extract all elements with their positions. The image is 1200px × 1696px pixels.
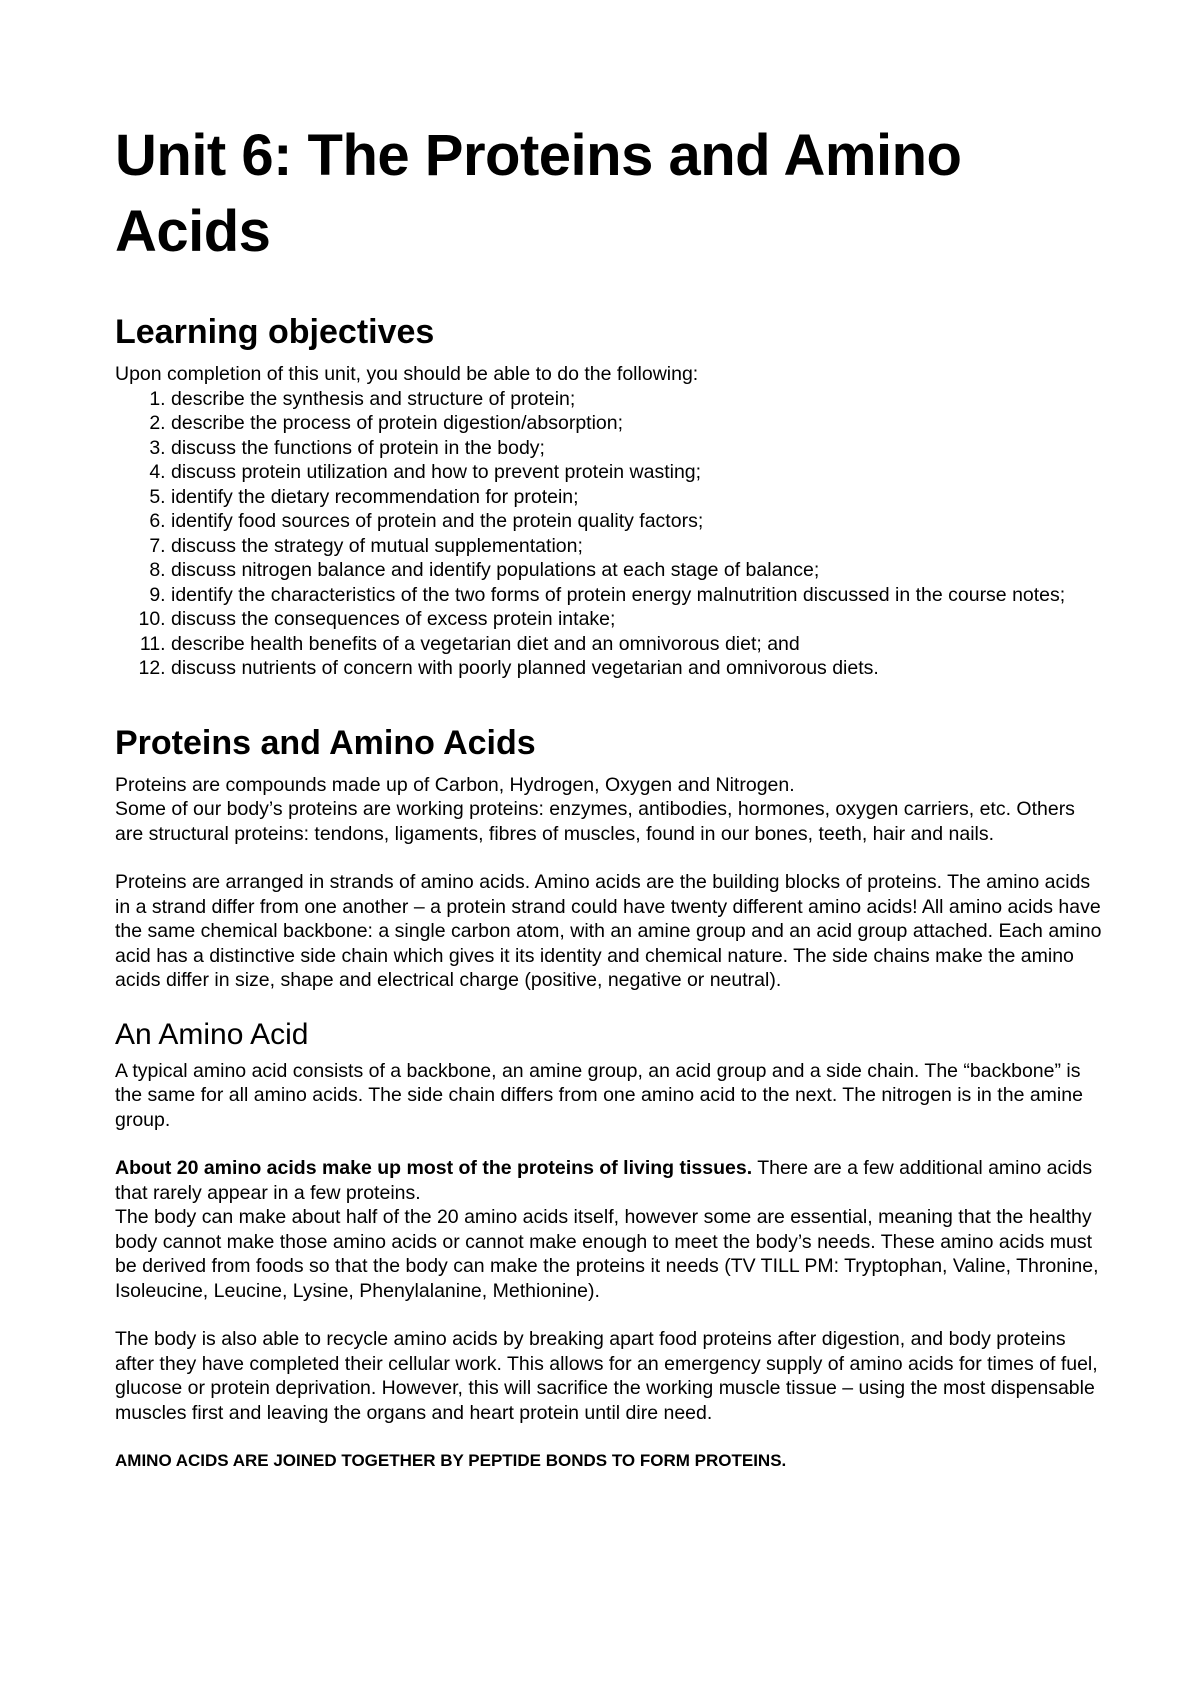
objective-item: 6. identify food sources of protein and the protein quality factors; bbox=[171, 509, 1105, 534]
amino-acid-paragraph-3: The body can make about half of the 20 amino acids itself, however some are essential, meaning that the healthy body cannot make those amino acids or cannot make enough to meet the body’s needs. These amino acids must be derived from foods so that the body can make the proteins it needs (TV TILL PM: Tryptophan, Valine, Thronine, Isoleucine, Leucine, Lysine, Phenylalanine, Methionine). bbox=[115, 1206, 1099, 1302]
proteins-section bbox=[115, 723, 1105, 993]
peptide-bond-statement: AMINO ACIDS ARE JOINED TOGETHER BY PEPTIDE BONDS TO FORM PROTEINS. bbox=[115, 1451, 787, 1470]
objective-item: 2. describe the process of protein digestion/absorption; bbox=[171, 411, 1105, 436]
proteins-paragraph-1a: Proteins are compounds made up of Carbon, Hydrogen, Oxygen and Nitrogen. bbox=[115, 773, 795, 796]
amino-acid-paragraph-1: A typical amino acid consists of a backbone, an amine group, an acid group and a side chain. The “backbone” is the same for all amino acids. The side chain differs from one amino acid to the next. The nitrogen is in the amine group. bbox=[115, 1059, 1083, 1131]
page-title: Unit 6: The Proteins and Amino Acids bbox=[115, 123, 962, 264]
proteins-paragraph-2: Proteins are arranged in strands of amino acids. Amino acids are the building blocks of proteins. The amino acids in a strand differ from one another – a protein strand could have twenty different amino acids! All amino acids have the same chemical backbone: a single carbon atom, with an amine group and an acid group attached. Each amino acid has a distinctive side chain which gives it its identity and chemical nature. The side chains make the amino acids differ in size, shape and electrical charge (positive, negative or neutral). bbox=[115, 871, 1102, 991]
document-page bbox=[115, 118, 1105, 1473]
proteins-paragraph-1b: Some of our body’s proteins are working proteins: enzymes, antibodies, hormones, oxygen carriers, etc. Others are structural proteins: tendons, ligaments, fibres of muscles, found in our bones, teeth, hair and nails. bbox=[115, 798, 1075, 845]
amino-acid-paragraph-4: The body is also able to recycle amino acids by breaking apart food proteins after digestion, and body proteins after they have completed their cellular work. This allows for an emergency supply of amino acids for times of fuel, glucose or protein deprivation. However, this will sacrifice the working muscle tissue – using the most dispensable muscles first and leaving the organs and heart protein until dire need. bbox=[115, 1328, 1098, 1424]
amino-acid-section bbox=[115, 1017, 1105, 1474]
learning-objectives-heading: Learning objectives bbox=[115, 313, 435, 351]
amino-acid-heading: An Amino Acid bbox=[115, 1017, 309, 1051]
objective-item: 8. discuss nitrogen balance and identify populations at each stage of balance; bbox=[171, 558, 1105, 583]
amino-acid-paragraph-2 bbox=[115, 1156, 1105, 1205]
proteins-heading: Proteins and Amino Acids bbox=[115, 723, 536, 762]
objective-item: 3. discuss the functions of protein in the body; bbox=[171, 436, 1105, 461]
objective-item: 12. discuss nutrients of concern with poorly planned vegetarian and omnivorous diets. bbox=[171, 656, 1105, 681]
objective-item: 10. discuss the consequences of excess protein intake; bbox=[171, 607, 1105, 632]
learning-objectives-section bbox=[115, 312, 1105, 681]
objective-item: 9. identify the characteristics of the two forms of protein energy malnutrition discussed in the course notes; bbox=[171, 583, 1105, 608]
objective-item: 7. discuss the strategy of mutual supplementation; bbox=[171, 534, 1105, 559]
objective-item: 1. describe the synthesis and structure of protein; bbox=[171, 387, 1105, 412]
amino-acid-paragraph-2-rest: There are a few additional amino acids that rarely appear in a few proteins. bbox=[115, 1157, 1093, 1204]
amino-acid-bold-lead: About 20 amino acids make up most of the proteins of living tissues. bbox=[115, 1157, 753, 1179]
objectives-intro: Upon completion of this unit, you should be able to do the following: bbox=[115, 363, 699, 385]
objectives-list bbox=[115, 387, 1105, 681]
objective-item: 5. identify the dietary recommendation for protein; bbox=[171, 485, 1105, 510]
objective-item: 4. discuss protein utilization and how to prevent protein wasting; bbox=[171, 460, 1105, 485]
objective-item: 11. describe health benefits of a vegetarian diet and an omnivorous diet; and bbox=[171, 632, 1105, 657]
